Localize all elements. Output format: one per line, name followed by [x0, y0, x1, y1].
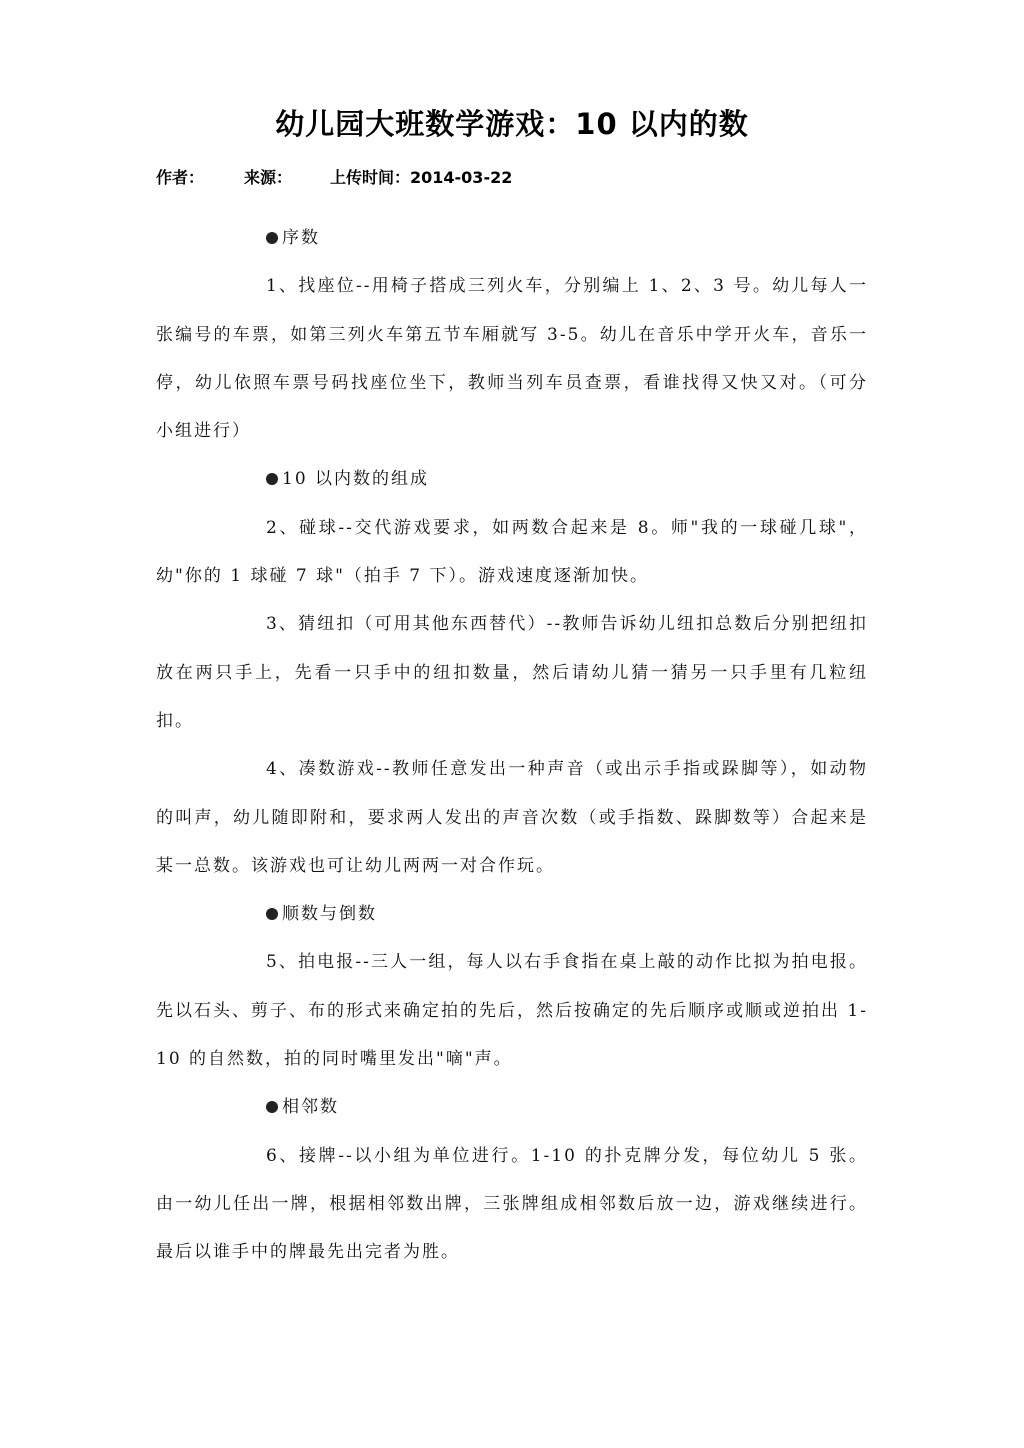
- paragraph: 3、猜纽扣（可用其他东西替代）--教师告诉幼儿纽扣总数后分别把纽扣放在两只手上，先看一只手中的纽扣数量，然后请幼儿猜一猜另一只手里有几粒纽扣。: [156, 614, 868, 731]
- section-heading: [156, 455, 868, 503]
- section-heading-text: 相邻数: [282, 1097, 339, 1118]
- document-meta: [156, 166, 512, 190]
- document-body: [156, 214, 868, 1277]
- section-heading-text: 顺数与倒数: [282, 904, 377, 925]
- section-heading: [156, 890, 868, 938]
- bullet-icon: [266, 1101, 278, 1113]
- paragraph: 4、凑数游戏--教师任意发出一种声音（或出示手指或跺脚等），如动物的叫声，幼儿随即附和，要求两人发出的声音次数（或手指数、跺脚数等）合起来是某一总数。该游戏也可让幼儿两两一对合作玩。: [156, 759, 868, 876]
- upload-time: 上传时间：2014-03-22: [330, 168, 513, 187]
- paragraph: 5、拍电报--三人一组，每人以右手食指在桌上敲的动作比拟为拍电报。先以石头、剪子、布的形式来确定拍的先后，然后按确定的先后顺序或顺或逆拍出 1-10 的自然数，拍的同时嘴里发出"嘀"声。: [156, 952, 868, 1070]
- section-heading: [156, 1083, 868, 1131]
- bullet-icon: [266, 473, 278, 485]
- bullet-icon: [266, 232, 278, 244]
- paragraph: 1、找座位--用椅子搭成三列火车，分别编上 1、2、3 号。幼儿每人一张编号的车票，如第三列火车第五节车厢就写 3-5。幼儿在音乐中学开火车，音乐一停，幼儿依照车票号码找座位坐下，教师当列车员查票，看谁找得又快又对。（可分小组进行）: [156, 276, 868, 442]
- section-heading-text: 10 以内数的组成: [282, 469, 430, 490]
- paragraph: 6、接牌--以小组为单位进行。1-10 的扑克牌分发，每位幼儿 5 张。由一幼儿任出一牌，根据相邻数出牌，三张牌组成相邻数后放一边，游戏继续进行。最后以谁手中的牌最先出完者为胜。: [156, 1145, 868, 1263]
- paragraph: 2、碰球--交代游戏要求，如两数合起来是 8。师"我的一球碰几球"，幼"你的 1 球碰 7 球"（拍手 7 下）。游戏速度逐渐加快。: [156, 517, 868, 587]
- document-title: 幼儿园大班数学游戏：10 以内的数: [275, 107, 749, 141]
- source-label: 来源：: [244, 168, 293, 187]
- author-label: 作者：: [156, 168, 205, 187]
- section-heading: [156, 214, 868, 262]
- section-heading-text: 序数: [282, 228, 320, 248]
- bullet-icon: [266, 908, 278, 920]
